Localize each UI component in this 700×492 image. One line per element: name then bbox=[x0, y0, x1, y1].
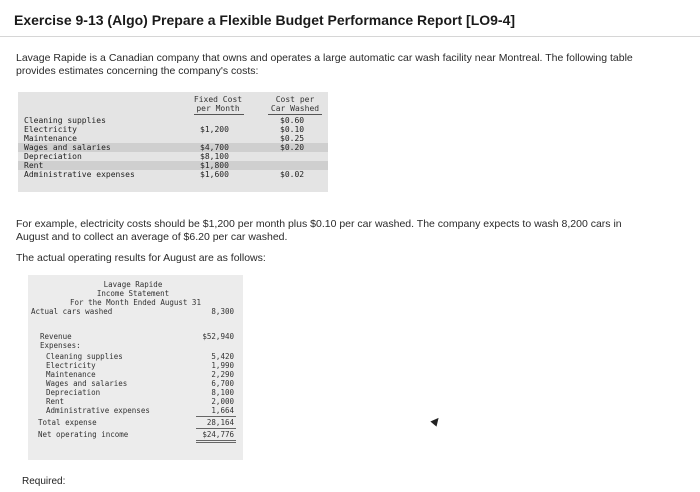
required-label: Required: bbox=[22, 476, 66, 487]
cars-washed-label: Actual cars washed bbox=[31, 307, 113, 316]
expense-label: Depreciation bbox=[46, 388, 101, 397]
row-per-car: $0.10 bbox=[280, 125, 305, 134]
total-underline bbox=[196, 428, 236, 429]
table-row bbox=[18, 170, 328, 179]
example-line-1: For example, electricity costs should be $1,200 per month plus $0.10 per car washed. The company expects to wash 8,200 cars in bbox=[16, 218, 622, 230]
revenue-value: $52,940 bbox=[202, 332, 234, 341]
row-per-car: $0.25 bbox=[280, 134, 305, 143]
expense-value: 6,700 bbox=[211, 379, 234, 388]
row-per-car: $0.20 bbox=[280, 143, 305, 152]
example-line-2: August and to collect an average of $6.20 per car washed. bbox=[16, 231, 288, 243]
exercise-title: Exercise 9-13 (Algo) Prepare a Flexible Budget Performance Report [LO9-4] bbox=[14, 12, 516, 28]
intro-line-2: provides estimates concerning the company's costs: bbox=[16, 65, 259, 77]
fixed-cost-header-1: Fixed Cost bbox=[193, 95, 243, 104]
row-fixed: $1,800 bbox=[200, 161, 229, 170]
row-label: Depreciation bbox=[24, 152, 82, 161]
expenses-underline bbox=[196, 416, 236, 417]
statement-period: For the Month Ended August 31 bbox=[70, 298, 201, 307]
total-expense-value: 28,164 bbox=[206, 418, 234, 427]
row-label: Cleaning supplies bbox=[24, 116, 106, 125]
table-row bbox=[18, 143, 328, 152]
cost-estimates-table bbox=[18, 92, 328, 192]
statement-name: Income Statement bbox=[96, 289, 170, 298]
table-row bbox=[18, 134, 328, 143]
table-row bbox=[18, 125, 328, 134]
intro-line-1: Lavage Rapide is a Canadian company that owns and operates a large automatic car wash facility near Montreal. The following table bbox=[16, 52, 633, 64]
net-income-label: Net operating income bbox=[38, 430, 129, 439]
row-label: Wages and salaries bbox=[24, 143, 111, 152]
per-car-header-underline bbox=[268, 114, 322, 115]
table-row bbox=[18, 116, 328, 125]
row-label: Administrative expenses bbox=[24, 170, 135, 179]
row-fixed: $1,200 bbox=[200, 125, 229, 134]
row-fixed: $4,700 bbox=[200, 143, 229, 152]
per-car-header-2: Car Washed bbox=[270, 104, 320, 113]
per-car-header-1: Cost per bbox=[275, 95, 315, 104]
expense-label: Cleaning supplies bbox=[46, 352, 123, 361]
row-label: Rent bbox=[24, 161, 44, 170]
fixed-cost-header-2: per Month bbox=[196, 104, 240, 113]
expenses-label: Expenses: bbox=[40, 341, 81, 350]
row-label: Electricity bbox=[24, 125, 77, 134]
row-fixed: $8,100 bbox=[200, 152, 229, 161]
expense-value: 2,290 bbox=[211, 370, 234, 379]
revenue-label: Revenue bbox=[40, 332, 72, 341]
expense-label: Electricity bbox=[46, 361, 96, 370]
expense-value: 5,420 bbox=[211, 352, 234, 361]
expense-label: Maintenance bbox=[46, 370, 96, 379]
net-income-value: $24,776 bbox=[202, 430, 234, 439]
expense-value: 1,990 bbox=[211, 361, 234, 370]
net-double-underline-1 bbox=[196, 440, 236, 441]
row-label: Maintenance bbox=[24, 134, 77, 143]
table-row bbox=[18, 152, 328, 161]
expense-value: 2,000 bbox=[211, 397, 234, 406]
statement-company: Lavage Rapide bbox=[103, 280, 163, 289]
cars-washed-value: 8,300 bbox=[211, 307, 234, 316]
expense-value: 1,664 bbox=[211, 406, 234, 415]
row-per-car: $0.02 bbox=[280, 170, 305, 179]
title-divider bbox=[0, 36, 700, 37]
fixed-header-underline bbox=[194, 114, 244, 115]
mouse-cursor-icon bbox=[430, 415, 441, 426]
row-fixed: $1,600 bbox=[200, 170, 229, 179]
expense-label: Administrative expenses bbox=[46, 406, 150, 415]
net-double-underline-2 bbox=[196, 442, 236, 443]
income-statement bbox=[28, 275, 243, 460]
expense-label: Rent bbox=[46, 397, 65, 406]
row-per-car: $0.60 bbox=[280, 116, 305, 125]
table-row bbox=[18, 161, 328, 170]
expense-label: Wages and salaries bbox=[46, 379, 128, 388]
expense-value: 8,100 bbox=[211, 388, 234, 397]
total-expense-label: Total expense bbox=[38, 418, 97, 427]
actual-results-intro: The actual operating results for August are as follows: bbox=[16, 252, 266, 264]
